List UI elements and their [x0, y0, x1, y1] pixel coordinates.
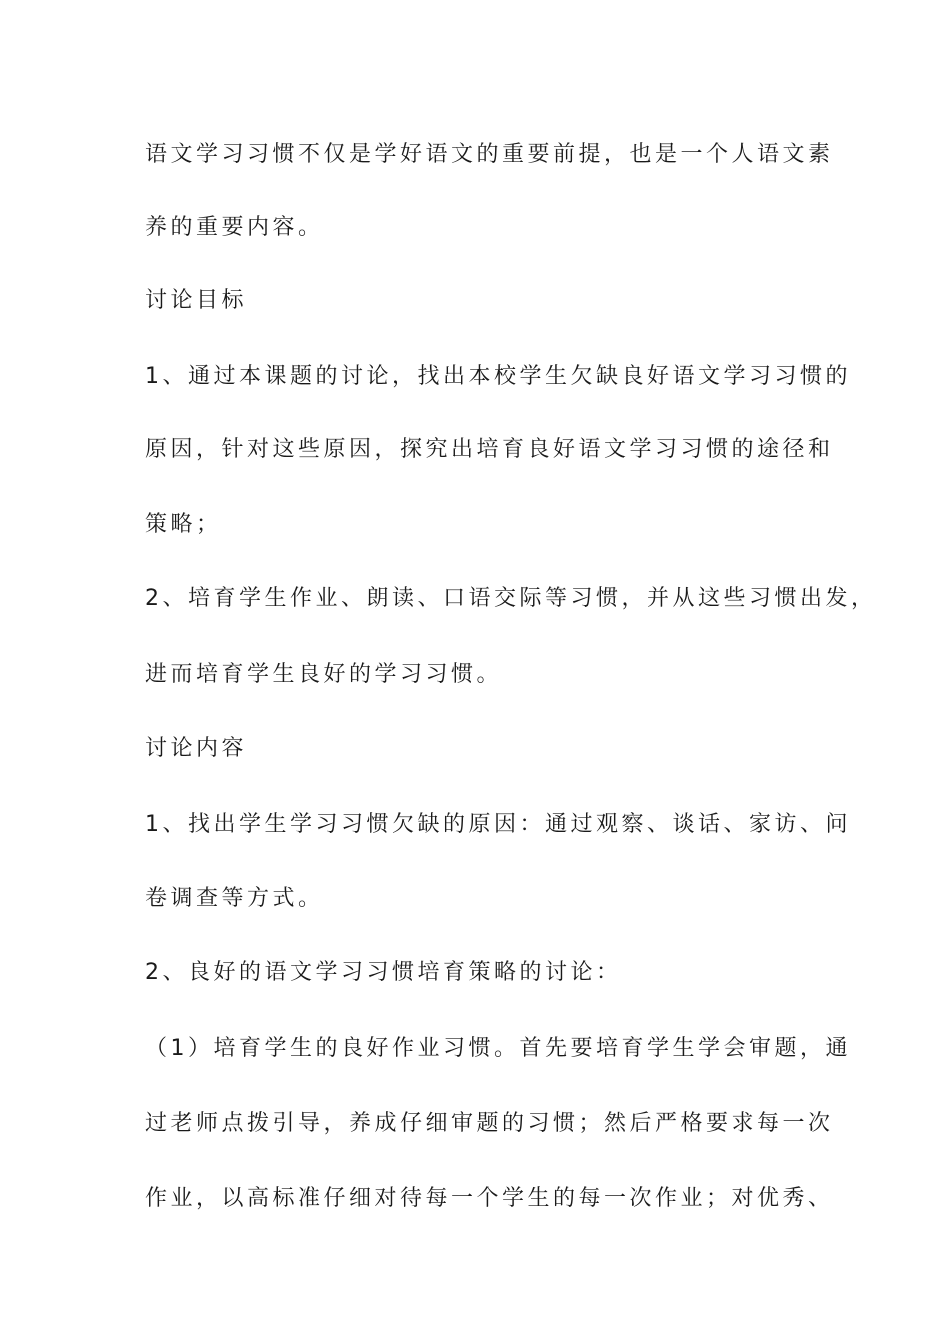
paragraph-line: 2、培育学生作业、朗读、口语交际等习惯，并从这些习惯出发， [145, 586, 877, 611]
paragraph-line: 过老师点拨引导，养成仔细审题的习惯；然后严格要求每一次 [145, 1111, 834, 1136]
paragraph-line: 进而培育学生良好的学习习惯。 [145, 662, 503, 687]
paragraph-line: 原因，针对这些原因，探究出培育良好语文学习习惯的途径和 [145, 437, 834, 462]
section-heading: 讨论内容 [145, 736, 248, 761]
paragraph-line: 2、良好的语文学习习惯培育策略的讨论： [145, 960, 622, 985]
paragraph-line: 1、找出学生学习习惯欠缺的原因：通过观察、谈话、家访、问 [145, 812, 851, 837]
paragraph-line: 养的重要内容。 [145, 215, 324, 240]
paragraph-line: 1、通过本课题的讨论，找出本校学生欠缺良好语文学习习惯的 [145, 364, 851, 389]
paragraph-line: 卷调查等方式。 [145, 886, 324, 911]
paragraph-line: 策略； [145, 512, 222, 537]
paragraph-line: 语文学习习惯不仅是学好语文的重要前提，也是一个人语文素 [145, 142, 834, 167]
paragraph-line: 作业，以高标准仔细对待每一个学生的每一次作业；对优秀、 [145, 1186, 834, 1211]
section-heading: 讨论目标 [145, 288, 248, 313]
paragraph-line: （1）培育学生的良好作业习惯。首先要培育学生学会审题，通 [145, 1036, 851, 1061]
